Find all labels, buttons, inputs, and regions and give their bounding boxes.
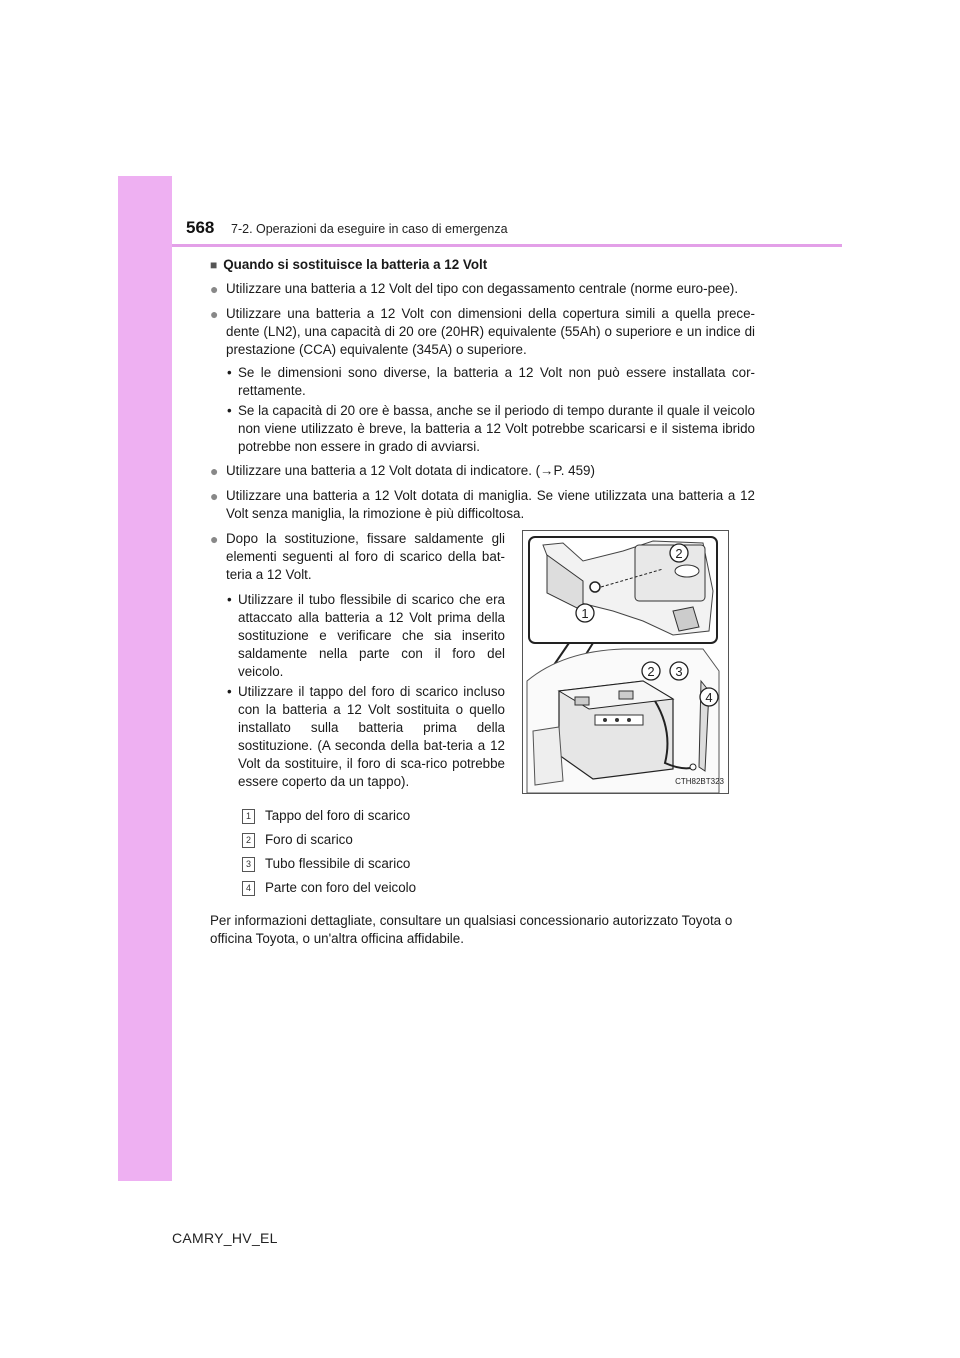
heading-text: Quando si sostituisce la batteria a 12 Volt <box>223 257 488 272</box>
callout-item <box>242 852 416 876</box>
sub-bullet-text: Utilizzare il tubo flessibile di scarico che era attaccato alla batteria a 12 Volt prima della sostituzione e verificare che sia inserito saldamente nella parte con il foro del veicolo. <box>238 592 505 679</box>
callout-item <box>242 828 416 852</box>
sub-bullet-text: Utilizzare il tappo del foro di scarico incluso con la batteria a 12 Volt sostituita o quello installato sulla batteria prima della sostituzione. (A seconda della bat-teria a 12 Volt da sostituire, il foro di sca-rico potrebbe essere coperto da un tappo). <box>238 684 505 789</box>
figure-label-2: 2 <box>647 664 655 679</box>
bullet-text: Utilizzare una batteria a 12 Volt con dimensioni della copertura simili a quella prece-dente (LN2), una capacità di 20 ore (20HR) equivalente (55Ah) o superiore e un indice di prestazione (CCA) equivalente (345A) o superiore. <box>226 306 755 357</box>
bullet-text: Utilizzare una batteria a 12 Volt del tipo con degassamento centrale (norme euro-pee). <box>226 281 739 296</box>
dot-marker-icon: • <box>227 684 232 699</box>
bullet-text: Dopo la sostituzione, fissare saldamente gli elementi seguenti al foro di scarico della bat-teria a 12 Volt. <box>226 531 505 582</box>
callout-list <box>242 804 416 900</box>
footer-code: CAMRY_HV_EL <box>172 1230 278 1246</box>
bullet-item <box>210 530 505 584</box>
sub-bullet-item <box>210 591 505 681</box>
figure-text-column <box>210 530 505 793</box>
bullet-item <box>210 487 755 523</box>
circle-bullet-icon: ● <box>210 488 219 504</box>
callout-text: Parte con foro del veicolo <box>265 880 417 895</box>
bullet-item <box>210 462 755 480</box>
sub-bullet-item <box>210 683 505 791</box>
dot-marker-icon: • <box>227 403 232 418</box>
figure-label-1: 1 <box>581 606 589 621</box>
sub-bullet-item <box>210 364 755 400</box>
main-content <box>210 256 755 948</box>
dot-marker-icon: • <box>227 592 232 607</box>
header-rule <box>172 244 842 247</box>
circle-bullet-icon: ● <box>210 463 219 479</box>
bullet-item <box>210 305 755 359</box>
final-paragraph: Per informazioni dettagliate, consultare un qualsiasi concessionario autorizzato Toyota o officina Toyota, o un'altra officina affidabile. <box>210 913 733 946</box>
callout-item <box>242 804 416 828</box>
bullet-text: Utilizzare una batteria a 12 Volt dotata di maniglia. Se viene utilizzata una batteria a 12 Volt senza maniglia, la rimozione è più difficoltosa. <box>226 488 755 521</box>
callout-number: 1 <box>242 809 255 824</box>
figure-section <box>210 530 755 908</box>
figure-label-2-top: 2 <box>675 546 683 561</box>
figure-label-4: 4 <box>705 690 713 705</box>
page-number: 568 <box>186 218 215 237</box>
sub-bullet-list <box>210 364 755 456</box>
battery-illustration <box>522 530 729 794</box>
circle-bullet-icon: ● <box>210 281 219 297</box>
section-heading <box>210 256 755 274</box>
callout-item <box>242 876 416 900</box>
circle-bullet-icon: ● <box>210 531 219 547</box>
callout-number: 4 <box>242 881 255 896</box>
dot-marker-icon: • <box>227 365 232 380</box>
callout-text: Tappo del foro di scarico <box>265 808 411 823</box>
sub-bullet-text: Se le dimensioni sono diverse, la batteria a 12 Volt non può essere installata cor-rettamente. <box>238 365 755 398</box>
sub-bullet-text: Se la capacità di 20 ore è bassa, anche se il periodo di tempo durante il quale il veicolo non viene utilizzato è breve, la batteria a 12 Volt potrebbe scaricarsi e il sistema ibrido potrebbe non essere in grado di avviarsi. <box>238 403 755 454</box>
figure-code: CTH82BT323 <box>675 777 724 786</box>
section-title: 7-2. Operazioni da eseguire in caso di emergenza <box>231 222 508 236</box>
callout-number: 2 <box>242 833 255 848</box>
side-tab-strip <box>118 176 172 1181</box>
square-bullet-icon: ■ <box>210 258 218 272</box>
callout-text: Foro di scarico <box>265 832 353 847</box>
circle-bullet-icon: ● <box>210 306 219 322</box>
bullet-item <box>210 280 755 298</box>
bullet-text: Utilizzare una batteria a 12 Volt dotata di indicatore. (→P. 459) <box>226 463 595 478</box>
callout-number: 3 <box>242 857 255 872</box>
sub-bullet-item <box>210 402 755 456</box>
figure-label-3: 3 <box>675 664 683 679</box>
battery-drawing <box>523 531 728 793</box>
callout-text: Tubo flessibile di scarico <box>265 856 411 871</box>
